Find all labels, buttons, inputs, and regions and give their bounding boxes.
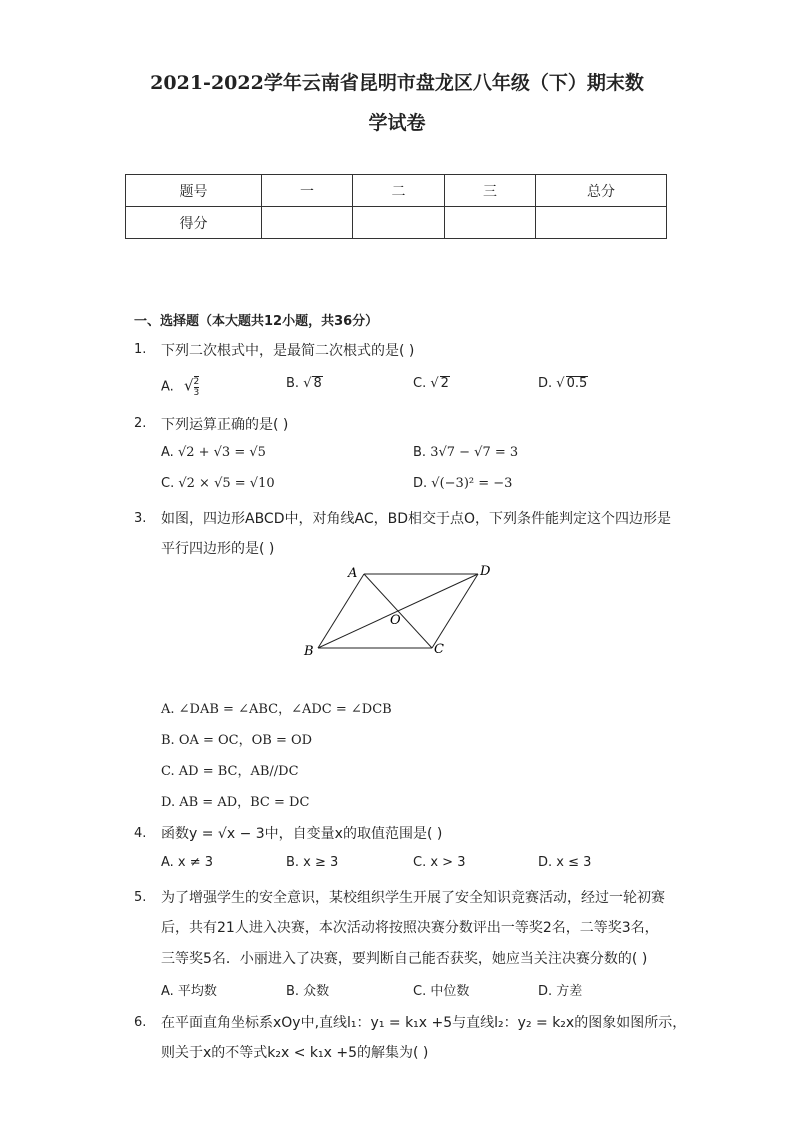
exam-title-line2: 学试卷 [368, 112, 426, 134]
option-expression: √2 + √3 = √5 [177, 445, 266, 460]
score-header-cell: 二 [353, 175, 445, 207]
question-number: 4. [134, 826, 147, 841]
fraction-denominator: 3 [193, 388, 200, 398]
vertex-label-a: A [348, 566, 358, 581]
score-header-cell: 题号 [126, 175, 262, 207]
score-cell [445, 207, 536, 239]
option-label: C. [413, 376, 427, 391]
option-d: D. AB = AD，BC = DC [161, 795, 310, 810]
vertex-label-d: D [480, 564, 491, 579]
score-table [125, 174, 667, 239]
question-number: 6. [134, 1015, 147, 1030]
vertex-label-c: C [434, 642, 444, 657]
score-header-cell: 总分 [536, 175, 667, 207]
sqrt-fraction: √ $\frac{2}{3}$ [183, 376, 200, 398]
question-stem: 为了增强学生的安全意识，某校组织学生开展了安全知识竞赛活动，经过一轮初赛 [161, 890, 665, 906]
parallelogram-diagram [300, 562, 500, 662]
option-label: D. [413, 476, 428, 491]
option-c: C. x > 3 [413, 855, 466, 870]
score-header-cell: 三 [445, 175, 536, 207]
option-b: B. 众数 [286, 984, 330, 999]
option-b: B. OA = OC，OB = OD [161, 733, 313, 748]
score-cell [536, 207, 667, 239]
section-heading: 一、选择题（本大题共12小题，共36分） [134, 314, 379, 329]
option-a: A. ∠DAB = ∠ABC，∠ADC = ∠DCB [161, 702, 392, 717]
vertex-label-b: B [304, 644, 314, 659]
option-d: D. √ 0.5 [538, 376, 588, 391]
radicand: 0.5 [566, 376, 588, 391]
score-header-cell: 一 [262, 175, 353, 207]
radicand: 8 [313, 376, 322, 391]
option-label: A. [161, 379, 174, 395]
question-number: 3. [134, 511, 147, 526]
option-label: B. [286, 376, 300, 391]
option-a: A. x ≠ 3 [161, 855, 214, 870]
question-number: 5. [134, 890, 147, 905]
question-stem: 后，共有21人进入决赛，本次活动将按照决赛分数评出一等奖2名，二等奖3名， [161, 920, 659, 936]
score-cell [262, 207, 353, 239]
question-stem: 平行四边形的是( ) [161, 541, 275, 557]
option-d: D. 方差 [538, 984, 583, 999]
question-stem: 下列运算正确的是( ) [161, 417, 289, 433]
fraction-numerator: 2 [193, 377, 200, 387]
option-expression: √(−3)² = −3 [431, 476, 513, 491]
score-table-score-row [126, 207, 667, 239]
option-b: B. x ≥ 3 [286, 855, 339, 870]
option-a: A. 平均数 [161, 984, 217, 999]
score-row-label: 得分 [126, 207, 262, 239]
option-c [161, 476, 275, 491]
option-a [161, 445, 266, 460]
option-label: D. [538, 376, 553, 391]
option-b: B. √ 8 [286, 376, 322, 391]
option-label: A. [161, 445, 174, 460]
point-label-o: O [390, 613, 401, 628]
question-stem: 函数y = √x − 3中，自变量x的取值范围是( ) [161, 826, 443, 842]
option-c: C. AD = BC，AB//DC [161, 764, 299, 779]
question-stem: 如图，四边形ABCD中，对角线AC，BD相交于点O，下列条件能判定这个四边形是 [161, 511, 672, 527]
question-stem: 下列二次根式中，是最简二次根式的是( ) [161, 343, 415, 359]
option-c: C. 中位数 [413, 984, 470, 999]
option-b [413, 445, 518, 460]
option-label: B. [413, 445, 427, 460]
question-stem: 在平面直角坐标系xOy中,直线l₁：y₁ = k₁x +5与直线l₂：y₂ = k₂x的图象如图所示， [161, 1015, 687, 1031]
question-number: 1. [134, 342, 147, 357]
option-c: C. √ 2 [413, 376, 449, 391]
question-stem: 三等奖5名．小丽进入了决赛，要判断自己能否获奖，她应当关注决赛分数的( ) [161, 951, 648, 967]
question-stem: 则关于x的不等式k₂x < k₁x +5的解集为( ) [161, 1045, 429, 1061]
question-number: 2. [134, 416, 147, 431]
option-a [161, 376, 199, 398]
option-d: D. x ≤ 3 [538, 855, 592, 870]
radicand: 2 [440, 376, 449, 391]
option-d [413, 476, 512, 491]
score-table-header-row [126, 175, 667, 207]
option-expression: √2 × √5 = √10 [178, 476, 275, 491]
option-expression: 3√7 − √7 = 3 [430, 445, 519, 460]
diagonal-bd [318, 574, 478, 648]
score-cell [353, 207, 445, 239]
option-label: C. [161, 476, 175, 491]
exam-title-line1: 2021-2022学年云南省昆明市盘龙区八年级（下）期末数 [150, 72, 644, 94]
